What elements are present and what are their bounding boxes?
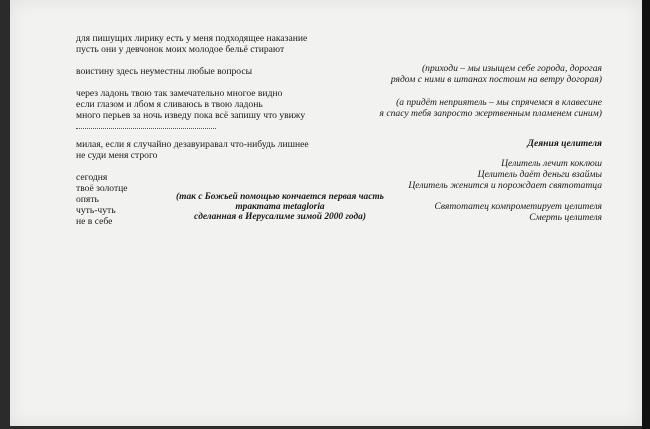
page-edge-shadow — [642, 0, 650, 429]
deed-line: Смерть целителя — [529, 212, 602, 223]
poem-line: пусть они у девчонок моих молодое бельё стирают — [76, 44, 285, 55]
parenthetical-line: я спасу тебя запросто жертвенным пламенем синим) — [379, 108, 602, 119]
center-note-line: трактата metagloria — [235, 202, 325, 212]
poem-line: милая, если я случайно дезавуиравал что-нибудь лишнее — [76, 139, 309, 150]
deed-line: Целитель лечит коклюш — [501, 158, 602, 169]
poem-line: если глазом и лбом я сливаюсь в твою ладонь — [76, 99, 263, 110]
parenthetical-line: рядом с ними в штанах постоим на ветру догорая) — [390, 74, 602, 85]
deed-line: Целитель даёт деньги взаймы — [477, 169, 602, 180]
list-item: сегодня — [76, 172, 108, 183]
poem-line: много перьев за ночь изведу пока всё запишу что увижу — [76, 110, 306, 121]
poem-line: через ладонь твою так замечательно многое видно — [76, 88, 283, 99]
poem-line: не суди меня строго — [76, 150, 158, 161]
dotted-divider — [76, 128, 216, 129]
deed-line: Целитель женится и порождает святотатца — [408, 180, 602, 191]
parenthetical-line: (приходи – мы изыщем себе города, дорогая — [421, 63, 602, 74]
poem-line: для пишущих лирику есть у меня подходящее наказание — [76, 33, 308, 44]
center-note-line: (так с Божьей помощью кончается первая часть — [176, 192, 384, 202]
center-note-line: сделанная в Иерусалиме зимой 2000 года) — [194, 212, 366, 222]
list-item: чуть-чуть — [76, 205, 116, 216]
deed-line: Святотатец компрометирует целителя — [434, 201, 602, 212]
list-item: не в себе — [76, 216, 113, 227]
section-title: Деяния целителя — [527, 138, 602, 149]
list-item: твоё золотце — [76, 183, 128, 194]
parenthetical-line: (а придёт неприятель – мы спрячемся в клавесине — [396, 97, 602, 108]
poem-line: воистину здесь неуместны любые вопросы — [76, 66, 253, 77]
list-item: опять — [76, 194, 99, 205]
